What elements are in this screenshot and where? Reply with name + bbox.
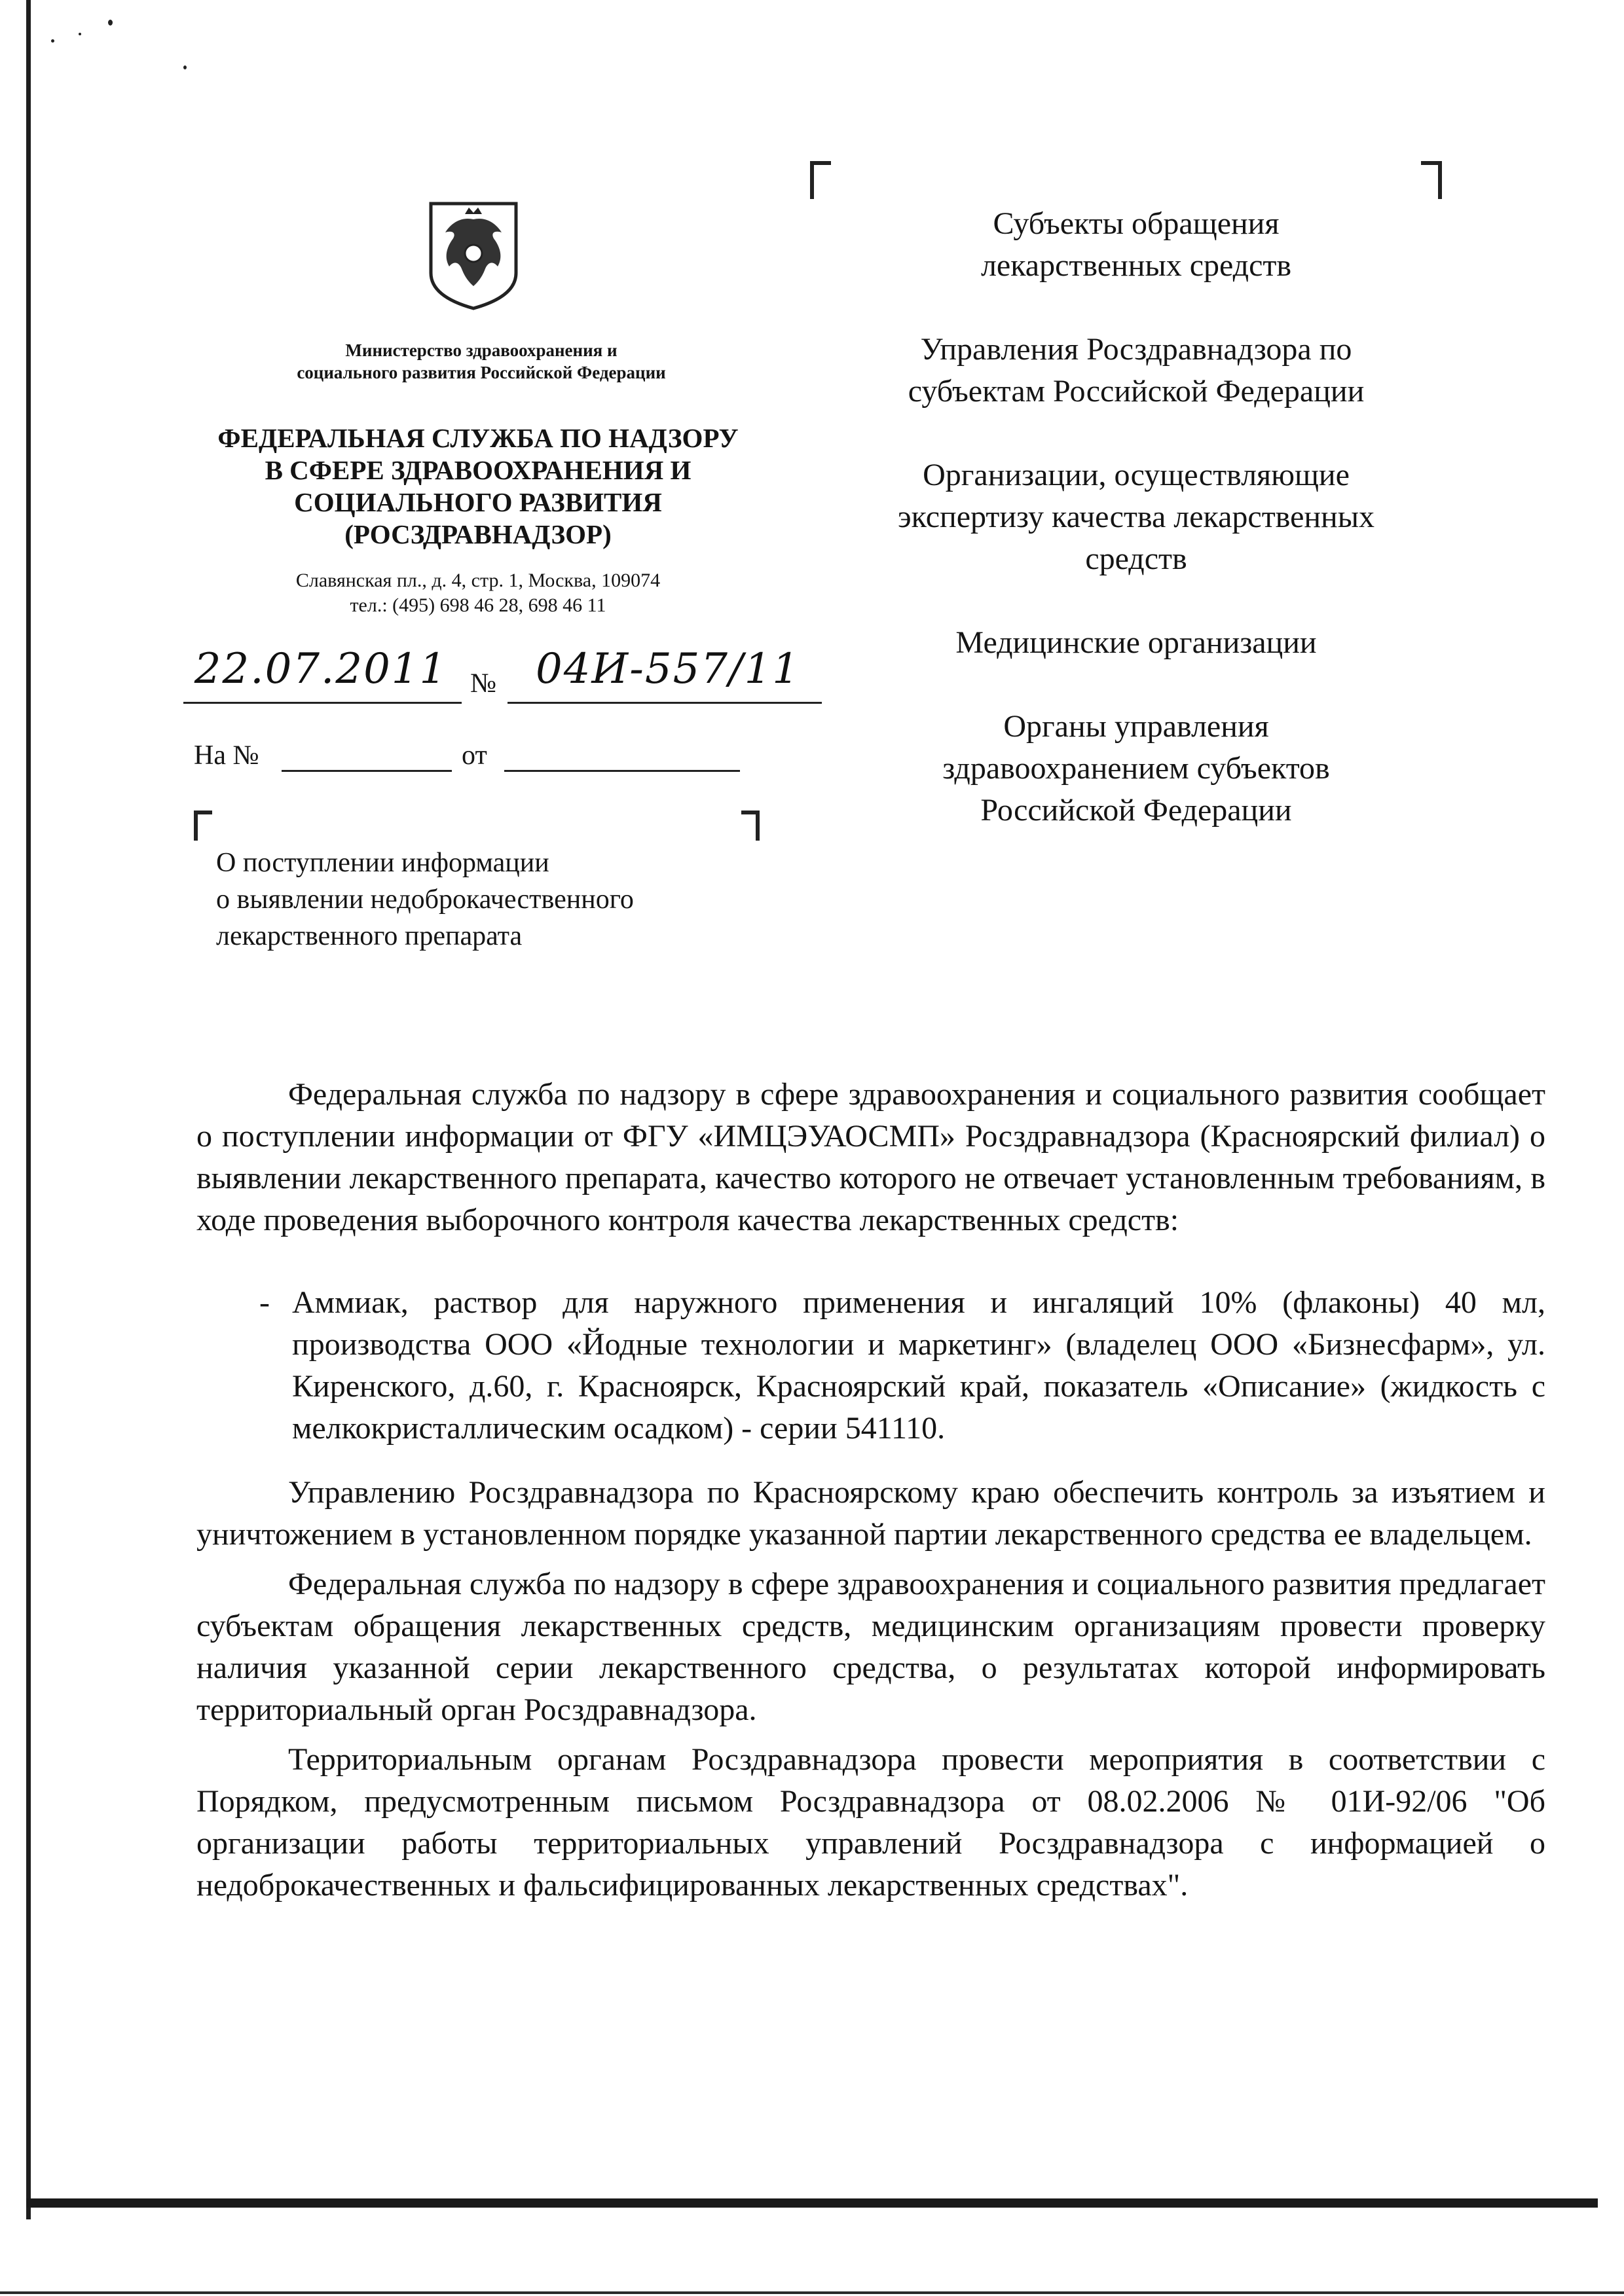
- addressee-list: [805, 203, 1467, 831]
- subject-line: о выявлении недоброкачественного: [216, 884, 634, 915]
- addressee-line: субъектам Российской Федерации: [908, 374, 1365, 409]
- service-line: ФЕДЕРАЛЬНАЯ СЛУЖБА ПО НАДЗОРУ: [217, 423, 739, 453]
- address-line: Славянская пл., д. 4, стр. 1, Москва, 109074: [295, 570, 661, 591]
- list-dash: -: [259, 1285, 270, 1320]
- addressee: [805, 454, 1467, 580]
- ministry-line: социального развития Российской Федерации: [297, 363, 666, 382]
- addressee: [805, 203, 1467, 287]
- state-emblem: [426, 200, 521, 311]
- drug-list-item: [259, 1282, 1545, 1449]
- scan-left-edge: [26, 0, 31, 2219]
- address-line: тел.: (495) 698 46 28, 698 46 11: [350, 594, 606, 616]
- drug-list: [196, 1282, 1545, 1449]
- addressee-line: Субъекты обращения: [993, 206, 1280, 241]
- scan-bottom-line: [0, 2291, 1624, 2294]
- service-line: СОЦИАЛЬНОГО РАЗВИТИЯ: [294, 487, 662, 517]
- ref-date-field: [504, 770, 740, 772]
- number-sign: №: [470, 668, 497, 699]
- service-address: [196, 568, 760, 618]
- addressee-line: лекарственных средств: [980, 248, 1292, 283]
- addressee: [805, 329, 1467, 412]
- subject-line: лекарственного препарата: [216, 921, 523, 951]
- service-line: (РОСЗДРАВНАДЗОР): [344, 519, 612, 549]
- addressee-line: экспертизу качества лекарственных: [898, 500, 1375, 534]
- scan-speck: [79, 33, 81, 35]
- registration-date: 22.07.2011: [194, 645, 448, 693]
- body-paragraph: Управлению Росздравнадзора по Красноярскому краю обеспечить контроль за изъятием и уничтожением в установленном порядке указанной партии лекарственного средства ее владельцем.: [196, 1475, 1545, 1552]
- addressee-line: Органы управления: [1003, 709, 1269, 744]
- subject-line: О поступлении информации: [216, 848, 549, 878]
- addressee-line: Организации, осуществляющие: [923, 458, 1350, 492]
- addressee-line: Управления Росздравнадзора по: [920, 332, 1352, 367]
- scan-speck: [183, 65, 187, 69]
- date-underline: [183, 702, 462, 704]
- ref-number-label: На №: [194, 740, 259, 771]
- addressee-line: здравоохранением субъектов: [942, 751, 1330, 786]
- subject-corner-left: [194, 811, 212, 841]
- addressee-corner-left: [810, 161, 831, 199]
- ministry-line: Министерство здравоохранения и: [345, 340, 618, 360]
- addressee: [805, 622, 1467, 664]
- addressee-line: Российской Федерации: [980, 793, 1292, 828]
- addressee-line: средств: [1085, 541, 1187, 576]
- scan-speck: [51, 39, 54, 43]
- subject-corner-right: [741, 811, 760, 841]
- body-paragraph: Федеральная служба по надзору в сфере здравоохранения и социального развития сообщает о поступлении информации от ФГУ «ИМЦЭУАОСМП» Росздравнадзора (Красноярский филиал) о выявлении лекарственного препарата, качество которого не отвечает установленным требованиям, в ходе проведения выборочного контроля качества лекарственных средств:: [196, 1077, 1545, 1237]
- number-underline: [507, 702, 822, 704]
- addressee-line: Медицинские организации: [955, 625, 1317, 660]
- ref-number-field: [282, 770, 452, 772]
- service-line: В СФЕРЕ ЗДРАВООХРАНЕНИЯ И: [265, 455, 692, 485]
- letter-body: [196, 1074, 1545, 1906]
- addressee: [805, 706, 1467, 831]
- body-paragraph: Федеральная служба по надзору в сфере здравоохранения и социального развития предлагает субъектам обращения лекарственных средств, медицинским организациям провести проверку наличия указанной серии лекарственного средства, о результатах которой информировать территориальный орган Росздравнадзора.: [196, 1567, 1545, 1727]
- scan-speck: [108, 20, 113, 26]
- service-name: [164, 422, 792, 551]
- addressee-corner-right: [1421, 161, 1442, 199]
- registration-number: 04И-557/11: [535, 645, 801, 693]
- ref-from-label: от: [462, 740, 487, 771]
- double-headed-eagle-icon: [426, 200, 521, 311]
- scan-bottom-bar: [26, 2198, 1598, 2208]
- letter-subject: [216, 845, 805, 955]
- drug-description: Аммиак, раствор для наружного применения и ингаляций 10% (флаконы) 40 мл, производства ООО «Йодные технологии и маркетинг» (владелец ООО «Бизнесфарм», ул. Киренского, д.60, г. Красноярск, Красноярский край, показатель «Описание» (жидкость с мелкокристаллическим осадком) - серии 541110.: [292, 1285, 1545, 1446]
- ministry-name: [187, 339, 776, 384]
- body-paragraph: Территориальным органам Росздравнадзора провести мероприятия в соответствии с Порядком, предусмотренным письмом Росздравнадзора от 08.02.2006 № 01И-92/06 "Об организации работы территориальных управлений Росздравнадзора с информацией о недоброкачественных и фальсифицированных лекарственных средствах".: [196, 1742, 1545, 1903]
